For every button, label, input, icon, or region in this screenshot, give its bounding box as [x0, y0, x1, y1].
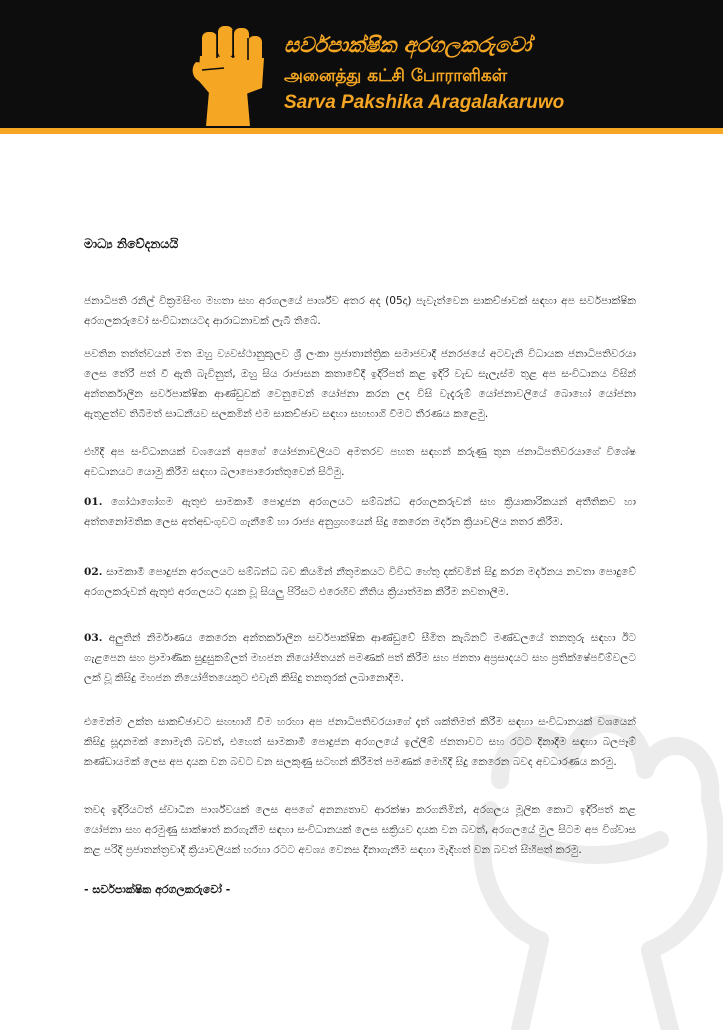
point-text: අලුතින් නිර්මාණය කෙරෙන අන්තර්කාලීන සර්වපාක්ෂික ආණ්ඩුවේ සීමිත කැබිනට් මණ්ඩලයේ තනතුරු සඳහා ඊට ගැළපෙන සහ ප්‍රාමාණික සුදුසුකම්ලත් මහජන නියෝජිතයන් පමණක් පත් කිරීම සහ ජනතා අප්‍රසාදයට සහ ප්‍රතික්ෂේපවීම්වලට ලක් වූ කිසිදු මහජන නියෝජිතයෙකුට එවැනි කිසිදු තනතුරක් ලබානොදීම.	[84, 632, 636, 684]
paragraph-intro: ජනාධිපති රනිල් වික්‍රමසිංහ මහතා සහ අරගලයේ පාර්ශ්ව අතර අද (05දා) පැවැත්වෙන සාකච්ඡාවක් සඳහා අප සර්වපාක්ෂික අරගලකරුවෝ සංවිධානයටද ආරාධනාවක් ලැබී තිබේ.	[84, 295, 636, 327]
paragraph-commitment: තවද ඉදිරියටත් ස්වාධීන පාර්ශ්වයක් ලෙස අපගේ අනන්‍යතාව ආරක්ෂා කරගනිමින්, අරගලය මූලික කොට ඉදිරිපත් කළ යෝජනා සහ අරමුණු සාක්ෂාත් කරගැනීම සඳහා සංවිධානයක් ලෙස සක්‍රියව දායක වන බවත්, අරගලයේ මුල සිටම අප විශ්වාස කළ පරිදි ප්‍රජාතන්ත්‍රවාදී ක්‍රියාවලියක් හරහා රටට අවශ්‍ය වෙනස දිනාගැනීම සඳහා මැදිහත් වන බවත් සිහිපත් කරමු.	[84, 804, 636, 856]
point-number: 01.	[84, 496, 103, 508]
paragraph-context: පවතින තත්ත්වයන් මත ඔහු ව්‍යවස්ථානුකූලව ශ්‍රී ලංකා ප්‍රජාතාන්ත්‍රික සමාජවාදී ජනරජයේ අටවැනි විධායක ජනාධිපතිවරයා ලෙස තේරී පත් වී ඇති බැවිනුත්, ඔහු සිය රාජාසන කතාවේදී ඉදිරිපත් කළ ඉදිරි වැඩ සැලැස්ම තුළ අප සංවිධානය විසින් අන්තර්කාලීන සර්වපාක්ෂික ආණ්ඩුවක් වෙනුවෙන් යෝජනා කරන ලද විසි වැදැරුම් යෝජනාවලියේ බොහෝ යෝජනා ඇතුළත්ව තිබීමත් සාධනීයව සලකමින් එම සාකච්ඡාව සඳහා සහභාගි වීමට තීරණය කළෙමු.	[84, 348, 636, 420]
raised-fist-icon	[188, 18, 270, 126]
signoff: - සර්වපාක්ෂික අරගලකරුවෝ -	[84, 883, 231, 896]
point-item-2	[84, 562, 636, 602]
org-name-sinhala: සර්වපාක්ෂික අරගලකරුවෝ	[284, 33, 532, 57]
header-accent-stripe	[0, 128, 723, 134]
letterhead	[0, 0, 723, 128]
paragraph-proposals-intro: එහිදී අප සංවිධානයක් වශයෙන් අපගේ යෝජනාවලියට අමතරව පහත සඳහන් කරුණු තුන ජනාධිපතිවරයාගේ විශේෂ අවධානයට යොමු කිරීම සඳහා බලාපොරොත්තුවෙන් සිටිමු.	[84, 446, 636, 478]
org-name-tamil: அனைத்து கட்சி போராளிகள்	[284, 66, 508, 86]
point-text: ගෝඨාගෝගම ඇතුළු සාමකාමී පොදුජන අරගලයට සම්බන්ධ අරගලකරුවන් සහ ක්‍රියාකාරිකයන් අතීතිකව හා අත්තනෝමතික ලෙස අත්අඩංගුවට ගැනීමේ හා රාජ්‍ය අනුග්‍රහයෙන් සිදු කෙරෙන මර්දන ක්‍රියාවලිය නතර කිරීම.	[84, 496, 636, 528]
document-title: මාධ්‍ය නිවේදනයයි	[84, 236, 179, 251]
paragraph-emphasis: එමෙන්ම උක්ත සාකච්ඡාවට සහභාගි වීම හරහා අප ජනාධිපතිවරයාගේ දෑත් ශක්තිමත් කිරීම සඳහා සංවිධානයක් වශයෙන් කිසිදු සූදානමක් නොමැති බවත්, එහෙත් සාමකාමී පොදුජන අරගලයේ ඉල්ලීම් ජනතාවට සහ රටට දිනාදීම සඳහා බලපෑම් කණ්ඩායමක් ලෙස අප දායක වන බවට වන සලකුණු සටහන් කිරීමත් පමණක් මෙහිදී සිදු කෙරෙන බවද අවධාරණය කරමු.	[84, 716, 636, 768]
point-number: 02.	[84, 566, 103, 578]
point-number: 03.	[84, 632, 103, 644]
point-text: සාමකාමී පොදුජන අරගලයට සම්බන්ධ බව කියමින් නීතුමකයට විවිධ හේතු දක්වමින් සිදු කරන මර්දනය නවතා පොදුවේ අරගලකරුවන් ඇතුළු අරගලයට දායක වූ සියලු පිරිසට එරෙහිව නීතිය ක්‍රියාත්මක කිරීම නවතාලීම.	[84, 566, 636, 598]
org-name-english: Sarva Pakshika Aragalakaruwo	[284, 92, 565, 113]
point-item-3	[84, 628, 636, 688]
point-item-1	[84, 492, 636, 532]
